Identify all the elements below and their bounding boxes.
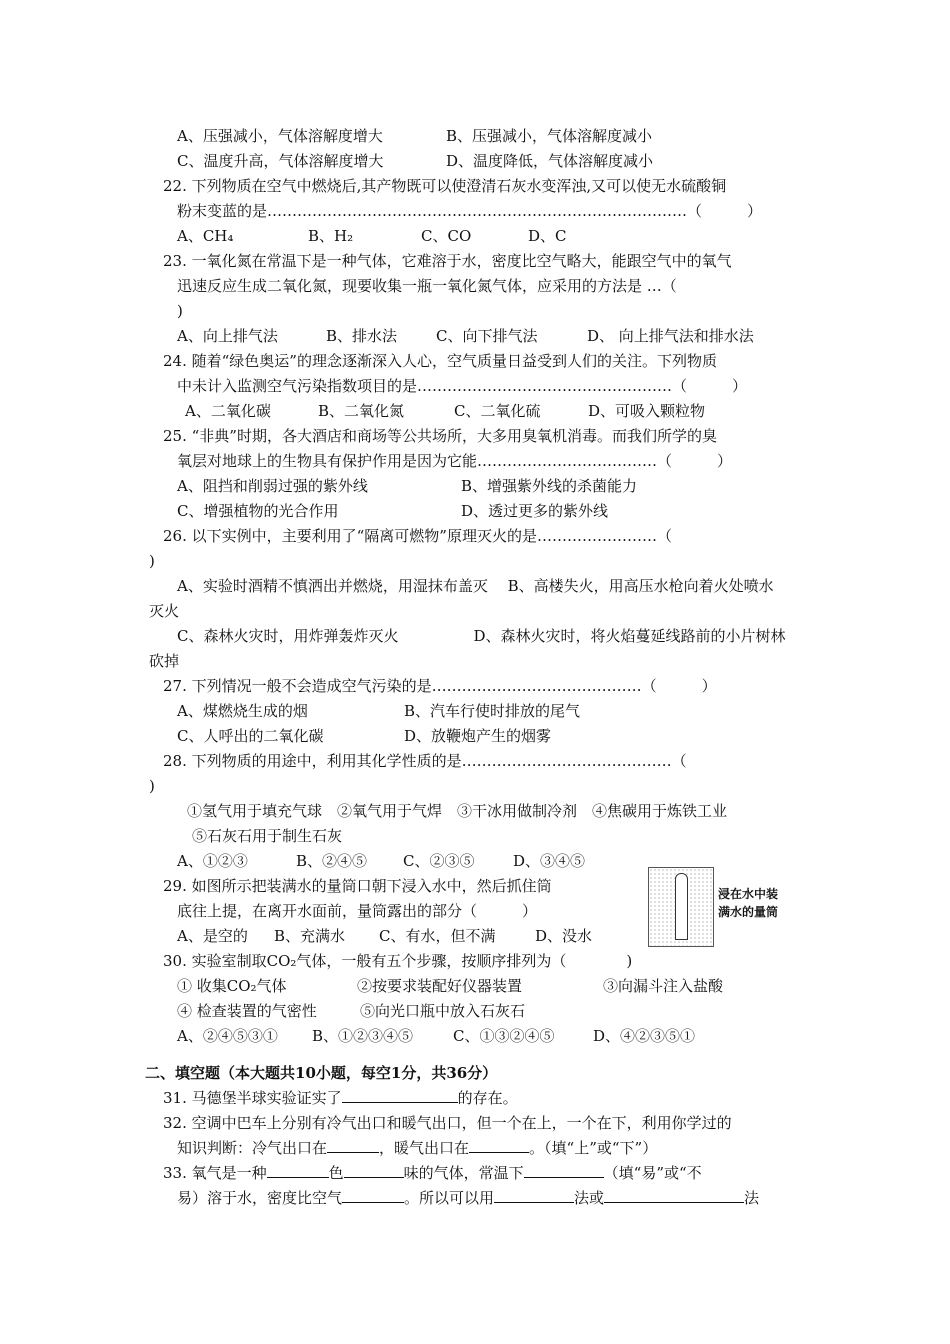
q25-stem-line1: 25. “非典”时期，各大酒店和商场等公共场所，大多用臭氧机消毒。而我们所学的臭 [163,427,717,445]
q21-option-a: A、压强减小，气体溶解度增大 [177,127,383,145]
q30-step-1: ① 收集CO₂气体 [177,977,287,995]
q33-text-6: 。所以可以用 [404,1189,495,1207]
q22-stem-line2: 粉末变蓝的是…………………………………………………………………………（ ） [177,202,763,220]
q23-stem-line1: 23. 一氧化氮在常温下是一种气体，它难溶于水，密度比空气略大，能跟空气中的氧气 [163,252,732,270]
q29-option-a: A、是空的 [177,927,248,945]
q33-text-3: 味的气体，常温下 [403,1164,524,1182]
q30-option-a: A、②④⑤③① [177,1027,278,1045]
q27-option-c: C、人呼出的二氧化碳 [177,727,324,745]
q26-option-cd-wrap: 砍掉 [149,652,180,670]
q22-option-c: C、CO [421,227,472,245]
q31-line [163,1088,518,1108]
q24-option-a: A、二氧化碳 [185,402,271,420]
q23-option-c: C、向下排气法 [436,327,538,345]
q25-option-d: D、透过更多的紫外线 [461,502,609,520]
q21-option-b: B、压强减小，气体溶解度减小 [446,127,653,145]
q31-text-2: 的存在。 [457,1089,518,1107]
q32-blank-1[interactable] [327,1138,379,1153]
q32-text-2: ，暖气出口在 [379,1139,470,1157]
q23-option-b: B、排水法 [326,327,398,345]
q24-option-d: D、可吸入颗粒物 [588,402,706,420]
q22-option-d: D、C [528,227,567,245]
q29-option-c: C、有水，但不满 [379,927,496,945]
q28-option-a: A、①②③ [177,852,248,870]
q33-text-7: 法或 [574,1189,605,1207]
q33-blank-5[interactable] [494,1188,574,1203]
q31-blank[interactable] [342,1088,458,1103]
q23-stem-line3: ) [177,302,183,320]
q25-option-a: A、阻挡和削弱过强的紫外线 [177,477,368,495]
graduated-cylinder-illustration [675,873,688,940]
q26-stem-line1: 26. 以下实例中，主要利用了“隔离可燃物”原理灭火的是……………………（ [163,527,672,545]
q26-option-ab-wrap: 灭火 [149,602,180,620]
q26-option-ab: A、实验时酒精不慎洒出并燃烧，用湿抹布盖灭 B、高楼失火，用高压水枪向着火处喷水 [177,577,774,595]
q30-step-3: ③向漏斗注入盐酸 [603,977,724,995]
q33-text-1: 33. 氧气是一种 [163,1164,267,1182]
q33-text-4: （填“易”或“不 [603,1164,702,1182]
q30-option-c: C、①③②④⑤ [453,1027,555,1045]
q28-items-line2: ⑤石灰石用于制生石灰 [192,827,343,845]
q28-stem-line1: 28. 下列物质的用途中，利用其化学性质的是……………………………………（ [163,752,687,770]
q30-option-d: D、④②③⑤① [593,1027,696,1045]
q33-blank-4[interactable] [342,1188,404,1203]
q27-option-b: B、汽车行使时排放的尾气 [404,702,581,720]
q29-option-b: B、充满水 [274,927,346,945]
q30-step-2: ②按要求装配好仪器装置 [357,977,523,995]
q28-option-d: D、③④⑤ [513,852,586,870]
q25-option-c: C、增强植物的光合作用 [177,502,339,520]
q26-option-cd: C、森林火灾时，用炸弹轰炸灭火 D、森林火灾时，将火焰蔓延线路前的小片树林 [177,627,786,645]
q24-option-c: C、二氧化硫 [454,402,541,420]
q22-option-b: B、H₂ [308,227,354,245]
q32-text-1: 知识判断：冷气出口在 [177,1139,328,1157]
q28-stem-line2: ) [149,777,155,795]
q33-text-5: 易）溶于水，密度比空气 [177,1189,343,1207]
q32-line2 [177,1138,657,1158]
q32-text-3: 。（填“上”或“下”） [529,1139,658,1157]
q29-figure [648,867,810,945]
q30-stem: 30. 实验室制取CO₂气体，一般有五个步骤，按顺序排列为（ ) [163,952,633,970]
q28-option-c: C、②③⑤ [403,852,475,870]
q33-line2 [177,1188,759,1208]
figure-caption-line1: 浸在水中装 [718,887,779,901]
q29-stem-line1: 29. 如图所示把装满水的量筒口朝下浸入水中，然后抓住筒 [163,877,552,895]
q26-stem-line2: ) [149,552,155,570]
q33-line1 [163,1163,702,1183]
q23-option-d: D、 向上排气法和排水法 [587,327,754,345]
q23-option-a: A、向上排气法 [177,327,278,345]
q24-option-b: B、二氧化氮 [318,402,405,420]
q33-blank-3[interactable] [524,1163,604,1178]
q24-stem-line2: 中未计入监测空气污染指数项目的是……………………………………………（ ） [177,377,748,395]
q33-blank-2[interactable] [344,1163,404,1178]
q33-text-8: 法 [744,1189,760,1207]
section-2-heading: 二、填空题（本大题共10小题，每空1分，共36分） [145,1064,498,1082]
q30-step-5: ⑤向光口瓶中放入石灰石 [360,1002,526,1020]
q24-stem-line1: 24. 随着“绿色奥运”的理念逐渐深入人心，空气质量日益受到人们的关注。下列物质 [163,352,717,370]
q33-text-2: 色 [328,1164,344,1182]
q27-option-d: D、放鞭炮产生的烟雾 [404,727,552,745]
q21-option-c: C、温度升高，气体溶解度增大 [177,152,384,170]
q32-stem-line1: 32. 空调中巴车上分别有冷气出口和暖气出口，但一个在上，一个在下，利用你学过的 [163,1114,732,1132]
q27-option-a: A、煤燃烧生成的烟 [177,702,308,720]
q27-stem: 27. 下列情况一般不会造成空气污染的是……………………………………（ ） [163,677,717,695]
q32-blank-2[interactable] [469,1138,529,1153]
q33-blank-6[interactable] [604,1188,744,1203]
figure-caption-line2: 满水的量筒 [718,905,779,919]
q28-items-line1: ①氢气用于填充气球 ②氧气用于气焊 ③干冰用做制冷剂 ④焦碳用于炼铁工业 [187,802,728,820]
q25-option-b: B、增强紫外线的杀菌能力 [461,477,638,495]
q29-stem-line2: 底往上提，在离开水面前，量筒露出的部分（ ） [177,902,538,920]
q23-stem-line2: 迅速反应生成二氧化氮，现要收集一瓶一氧化氮气体，应采用的方法是 …（ [177,277,677,295]
q22-option-a: A、CH₄ [177,227,234,245]
q22-stem-line1: 22. 下列物质在空气中燃烧后,其产物既可以使澄清石灰水变浑浊,又可以使无水硫酸铜 [163,177,727,195]
q21-option-d: D、温度降低，气体溶解度减小 [446,152,654,170]
q30-option-b: B、①②③④⑤ [312,1027,414,1045]
q29-option-d: D、没水 [535,927,593,945]
q30-step-4: ④ 检查装置的气密性 [177,1002,317,1020]
q25-stem-line2: 氧层对地球上的生物具有保护作用是因为它能………………………………（ ） [177,452,733,470]
q28-option-b: B、②④⑤ [296,852,368,870]
q31-text-1: 31. 马德堡半球实验证实了 [163,1089,342,1107]
q33-blank-1[interactable] [267,1163,329,1178]
